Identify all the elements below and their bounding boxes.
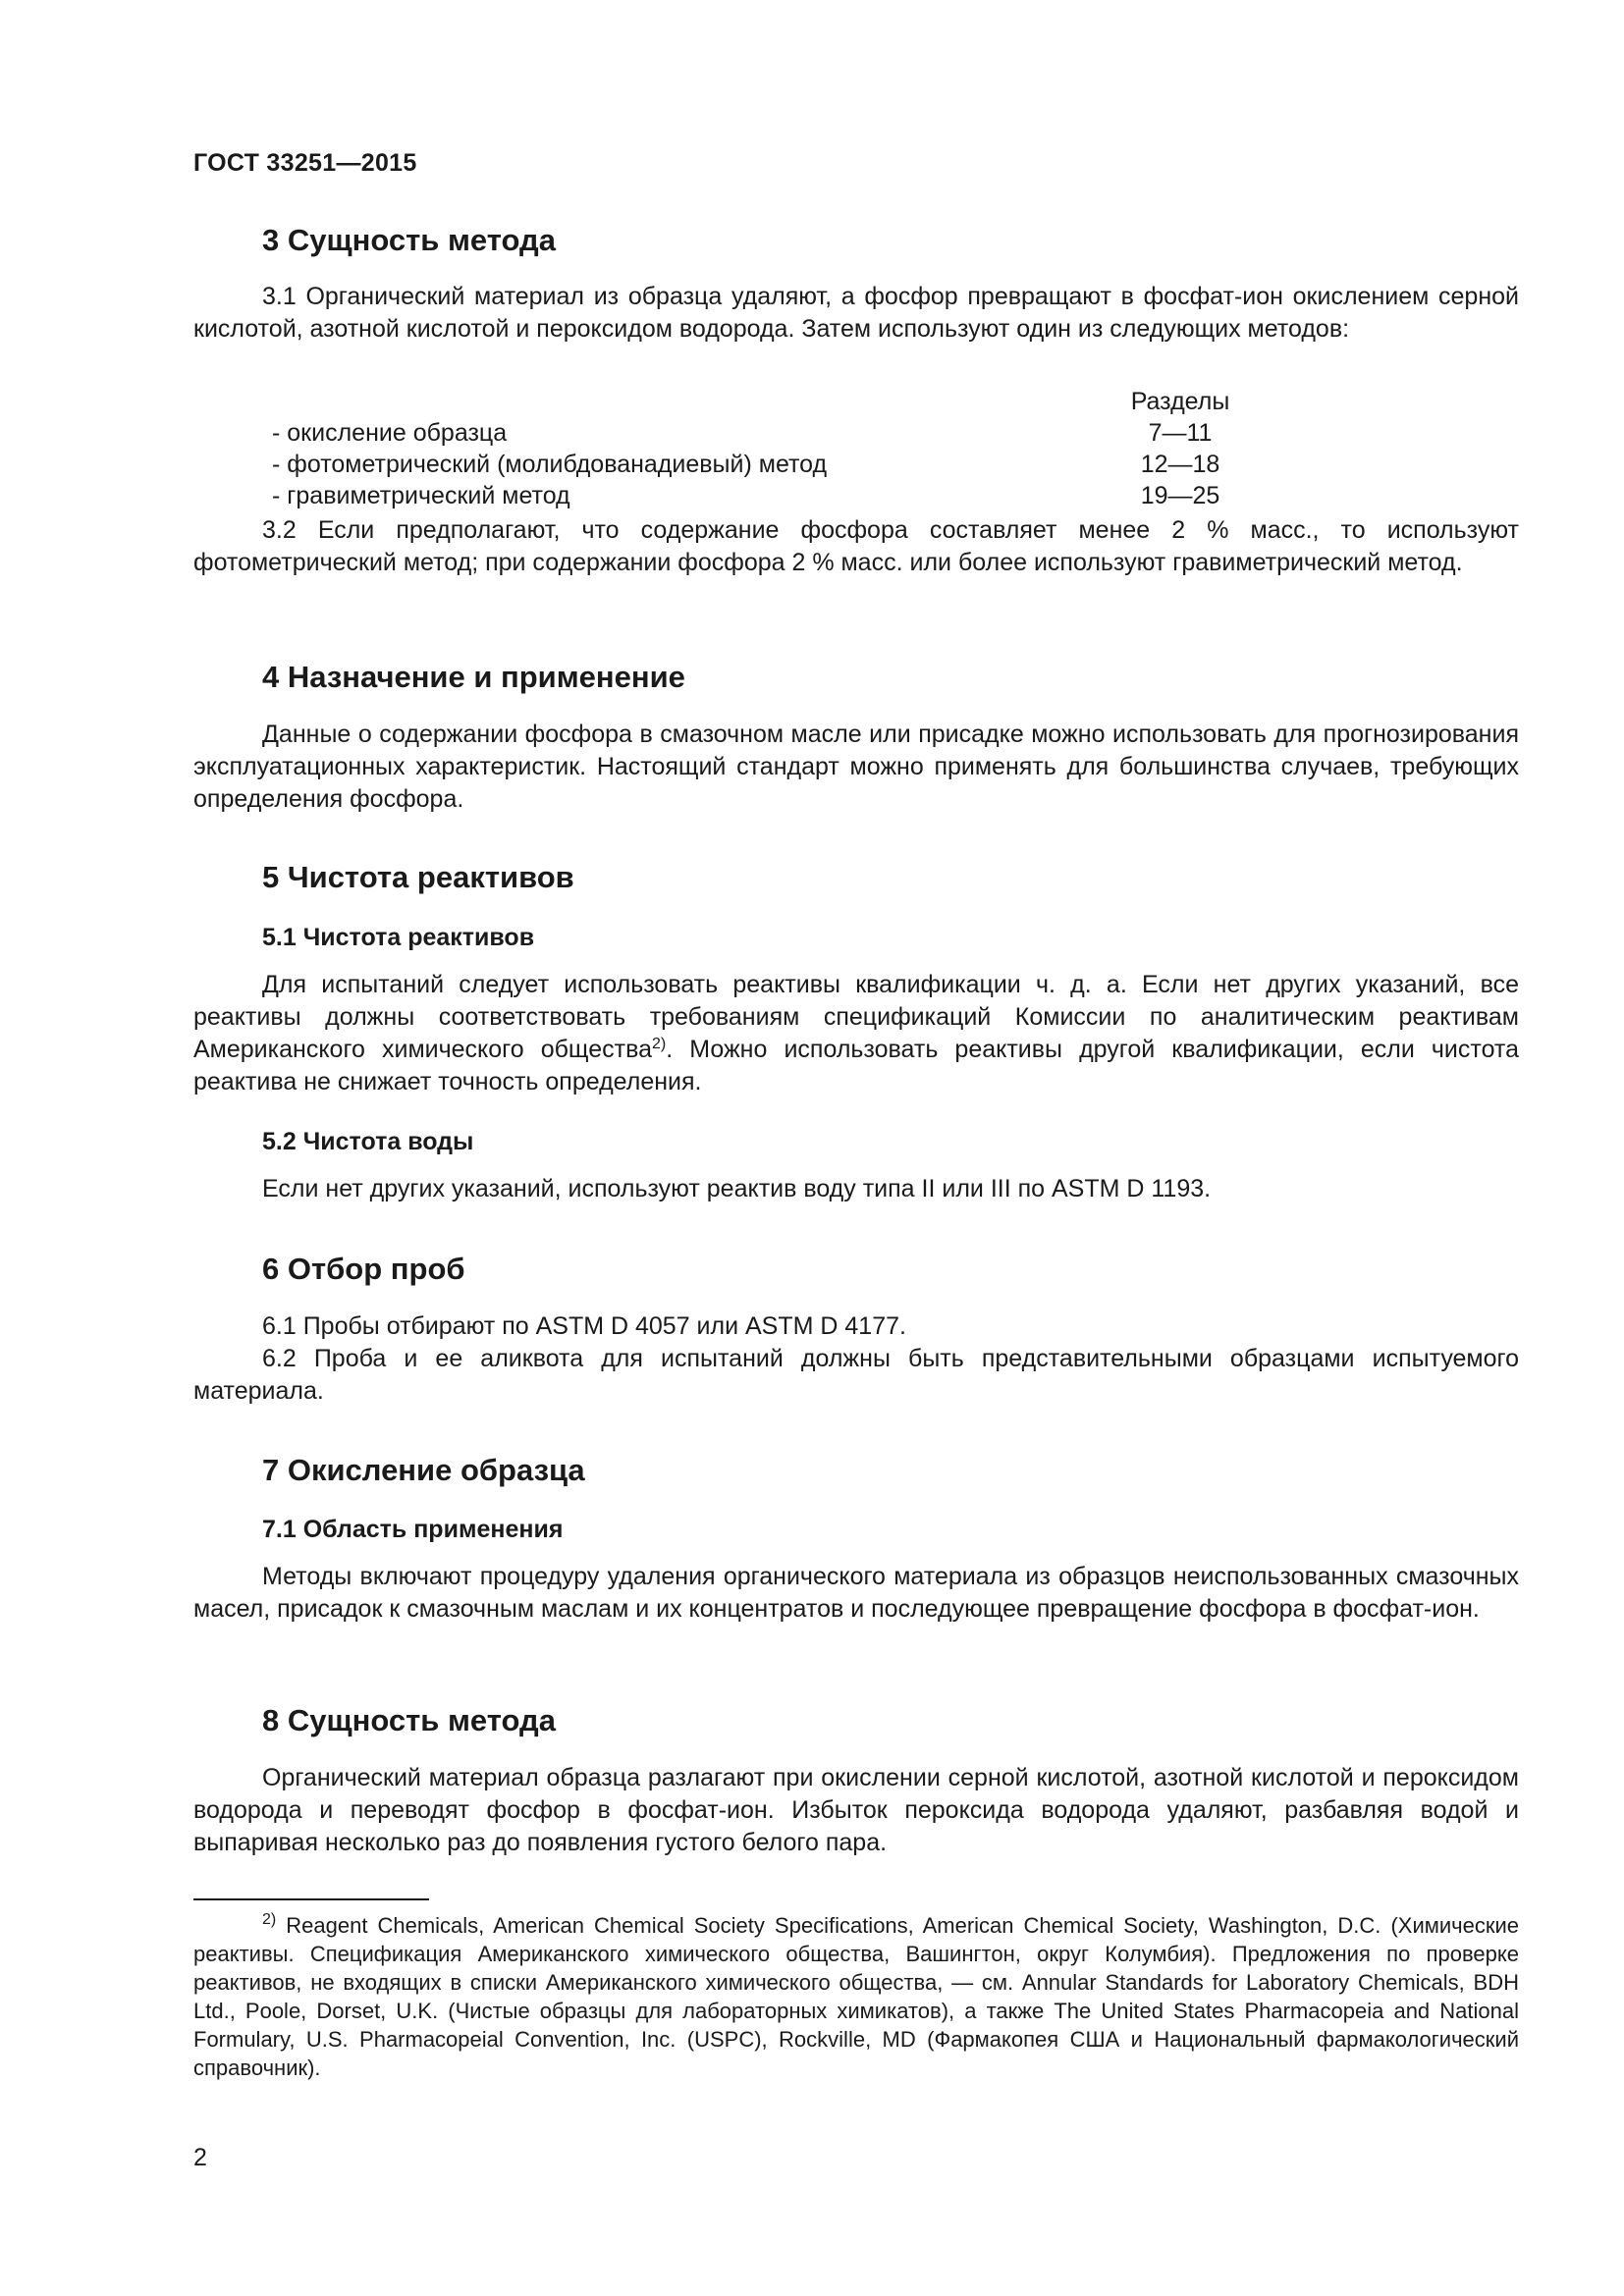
- method-label: - окисление образца: [272, 419, 508, 447]
- section-8-body: [193, 1762, 1519, 1859]
- footnote-text: Reagent Chemicals, American Chemical Society Specifications, American Chemical Society, Washington, D.C. (Химические реактивы. Спецификация Американского химического общества, Вашингтон, округ Колумбия). Предложения по проверке реактивов, не входящих в списки Американского химического общества, — см. Annular Standards for Laboratory Chemicals, BDH Ltd., Poole, Dorset, U.K. (Чистые образцы для лабораторных химикатов), а также The United States Pharmacopeia and National Formulary, U.S. Pharmacopeial Convention, Inc. (USPC), Rockville, MD (Фармакопея США и Национальный фармакологический справочник).: [193, 1913, 1519, 2080]
- paragraph-5-2: Если нет других указаний, используют реактив воду типа II или III по ASTM D 1193.: [262, 1175, 1212, 1202]
- footnote-divider: [193, 1898, 429, 1900]
- subsection-5-2: [193, 1126, 1519, 1158]
- paragraph-6-2: 6.2 Проба и ее аликвота для испытаний должны быть представительными образцами испытуемого материала.: [193, 1345, 1519, 1405]
- paragraph-3-1: 3.1 Органический материал из образца удаляют, а фосфор превращают в фосфат-ион окислением серной кислотой, азотной кислотой и пероксидом водорода. Затем используют один из следующих методов:: [193, 283, 1519, 343]
- section-3: [193, 221, 1519, 260]
- methods-row: [193, 480, 1519, 511]
- subsection-5-2-body: [193, 1173, 1519, 1205]
- footnote: [193, 1911, 1519, 2082]
- methods-row: [193, 449, 1519, 480]
- methods-row: [193, 417, 1519, 449]
- paragraph-8: Органический материал образца разлагают при окислении серной кислотой, азотной кислотой и пероксидом водорода и переводят фосфор в фосфат-ион. Избыток пероксида водорода удаляют, разбавляя водой и выпаривая несколько раз до появления густого белого пара.: [193, 1764, 1519, 1856]
- section-7: [193, 1451, 1519, 1490]
- methods-column-header: Разделы: [1130, 388, 1230, 415]
- section-4: [193, 658, 1519, 697]
- subsection-5-1-body: [193, 969, 1519, 1098]
- section-4-body: [193, 719, 1519, 816]
- paragraph-7-1: Методы включают процедуру удаления органического материала из образцов неиспользованных смазочных масел, присадок к смазочным маслам и их концентратов и последующее превращение фосфора в фосфат-ион.: [193, 1563, 1519, 1623]
- methods-header-row: [193, 386, 1519, 417]
- subsection-7-1: [193, 1514, 1519, 1546]
- section-6-title: 6 Отбор проб: [262, 1252, 465, 1286]
- method-sections: 19—25: [1140, 482, 1220, 509]
- subsection-5-1-title: 5.1 Чистота реактивов: [262, 924, 535, 951]
- methods-table: [193, 386, 1519, 511]
- method-label: - фотометрический (молибдованадиевый) метод: [272, 451, 828, 478]
- subsection-7-1-title: 7.1 Область применения: [262, 1516, 564, 1543]
- paragraph-5-1: [193, 969, 1519, 1098]
- section-3-body-2: [193, 514, 1519, 579]
- section-4-title: 4 Назначение и применение: [262, 660, 685, 694]
- footnote-reference: 2): [651, 1036, 667, 1052]
- section-3-title: 3 Сущность метода: [262, 223, 556, 257]
- method-label: - гравиметрический метод: [272, 482, 570, 509]
- paragraph-5-1-text-b: . Можно использовать реактивы другой квалификации, если чистота реактива не снижает точность определения.: [193, 1036, 1519, 1095]
- section-7-title: 7 Окисление образца: [262, 1453, 585, 1487]
- paragraph-6-1: 6.1 Пробы отбирают по ASTM D 4057 или ASTM D 4177.: [262, 1312, 906, 1340]
- method-sections: 7—11: [1148, 419, 1213, 447]
- section-5: [193, 858, 1519, 897]
- paragraph-3-2: 3.2 Если предполагают, что содержание фосфора составляет менее 2 % масс., то используют фотометрический метод; при содержании фосфора 2 % масс. или более используют гравиметрический метод.: [193, 516, 1519, 576]
- page-number: 2: [193, 2144, 207, 2171]
- section-6-body: [193, 1310, 1519, 1408]
- subsection-5-1: [193, 922, 1519, 954]
- section-6: [193, 1250, 1519, 1289]
- section-3-body: [193, 281, 1519, 346]
- footnote-marker: 2): [262, 1911, 277, 1928]
- subsection-7-1-body: [193, 1561, 1519, 1626]
- section-8: [193, 1701, 1519, 1740]
- paragraph-4: Данные о содержании фосфора в смазочном масле или присадке можно использовать для прогнозирования эксплуатационных характеристик. Настоящий стандарт можно применять для большинства случаев, требующих определения фосфора.: [193, 721, 1519, 813]
- subsection-5-2-title: 5.2 Чистота воды: [262, 1128, 474, 1155]
- document-code: ГОСТ 33251—2015: [193, 149, 417, 177]
- section-5-title: 5 Чистота реактивов: [262, 860, 574, 894]
- method-sections: 12—18: [1140, 451, 1220, 478]
- paragraph-5-1-text-a: Для испытаний следует использовать реактивы квалификации ч. д. а. Если нет других указаний, все реактивы должны соответствовать требованиям спецификаций Комиссии по аналитическим реактивам Американского химического общества: [193, 971, 1519, 1063]
- section-8-title: 8 Сущность метода: [262, 1703, 556, 1737]
